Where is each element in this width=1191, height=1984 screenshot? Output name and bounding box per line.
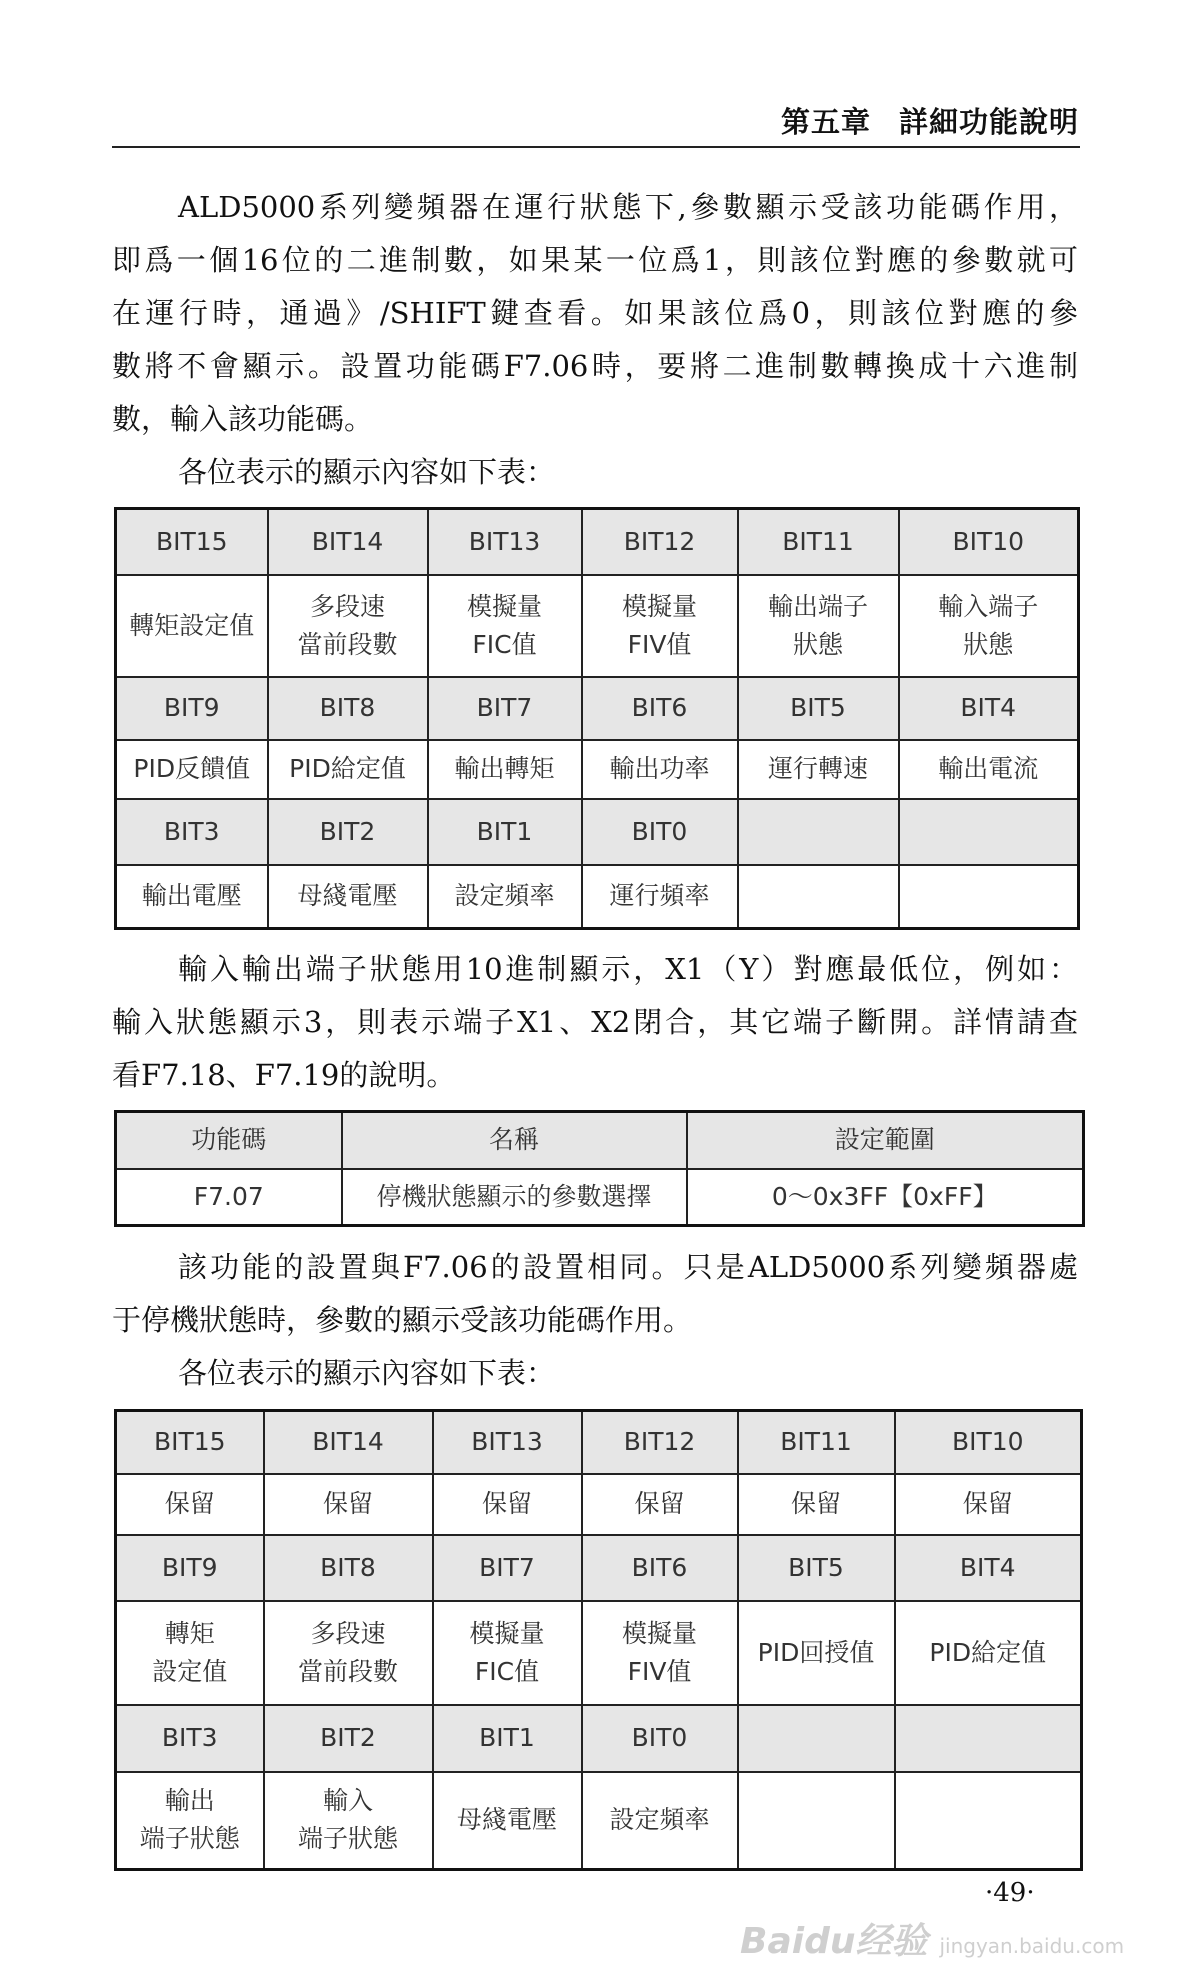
bit-label-cell: BIT3: [116, 799, 268, 865]
table-intro: 各位表示的顯示內容如下表：: [178, 1356, 556, 1390]
bit-content-cell: 保留: [895, 1474, 1082, 1535]
bit-label-cell: BIT8: [264, 1535, 433, 1601]
bit-label-cell: BIT2: [264, 1705, 433, 1772]
bit-table-running: [114, 507, 1080, 930]
chapter-title: 詳細功能說明: [898, 105, 1079, 139]
bit-content-cell: 保留: [433, 1474, 582, 1535]
table-row: [116, 1535, 1082, 1601]
paragraph-3: [112, 1241, 1078, 1400]
bit-label-cell: BIT11: [738, 509, 899, 575]
bit-table-stopped: [114, 1409, 1083, 1871]
param-code: F7.07: [116, 1169, 342, 1226]
table-row: [116, 1601, 1082, 1705]
text-line: 輸入輸出端子狀態用10進制顯示，X1（Y）對應最低位，例如：: [178, 952, 1078, 986]
bit-label-cell: BIT1: [433, 1705, 582, 1772]
bit-content-cell: 模擬量 FIC值: [433, 1601, 582, 1705]
bit-label-cell: BIT7: [433, 1535, 582, 1601]
text-line: 于停機狀態時，參數的顯示受該功能碼作用。: [112, 1303, 693, 1337]
bit-content-cell: [895, 1772, 1082, 1870]
table-row: [116, 677, 1079, 740]
table-row: [116, 1705, 1082, 1772]
bit-content-cell: 保留: [116, 1474, 264, 1535]
table-row: [116, 740, 1079, 799]
bit-label-cell: BIT14: [268, 509, 428, 575]
bit-content-cell: 模擬量 FIV值: [582, 1601, 738, 1705]
bit-content-cell: 保留: [264, 1474, 433, 1535]
table-row: [116, 509, 1079, 575]
header-code: 功能碼: [116, 1112, 342, 1169]
bit-content-cell: 設定頻率: [428, 865, 582, 929]
bit-label-cell: BIT5: [738, 677, 899, 740]
bit-content-cell: 多段速 當前段數: [268, 575, 428, 677]
bit-content-cell: 母綫電壓: [268, 865, 428, 929]
bit-content-cell: 運行轉速: [738, 740, 899, 799]
table-row: [116, 1474, 1082, 1535]
bit-label-cell: BIT6: [582, 1535, 738, 1601]
bit-label-cell: BIT11: [738, 1411, 895, 1474]
bit-label-cell: BIT4: [895, 1535, 1082, 1601]
bit-label-cell: [895, 1705, 1082, 1772]
paragraph-2: [112, 943, 1078, 1102]
bit-content-cell: PID反饋值: [116, 740, 268, 799]
bit-label-cell: BIT12: [582, 1411, 738, 1474]
bit-label-cell: BIT0: [582, 799, 738, 865]
table-intro: 各位表示的顯示內容如下表：: [178, 455, 556, 489]
bit-label-cell: BIT12: [582, 509, 738, 575]
bit-label-cell: BIT13: [433, 1411, 582, 1474]
table-row: [116, 865, 1079, 929]
bit-label-cell: BIT4: [899, 677, 1079, 740]
text-line: 數將不會顯示。設置功能碼F7.06時，要將二進制數轉換成十六進制: [112, 349, 1078, 383]
bit-content-cell: 模擬量 FIV值: [582, 575, 738, 677]
bit-content-cell: 輸出電壓: [116, 865, 268, 929]
bit-content-cell: [899, 865, 1079, 929]
bit-label-cell: BIT0: [582, 1705, 738, 1772]
header-name: 名稱: [342, 1112, 687, 1169]
running-header: [781, 100, 1079, 141]
bit-content-cell: 輸出轉矩: [428, 740, 582, 799]
bit-label-cell: BIT10: [899, 509, 1079, 575]
parameter-table: [114, 1110, 1085, 1227]
bit-content-cell: 運行頻率: [582, 865, 738, 929]
bit-label-cell: BIT7: [428, 677, 582, 740]
bit-content-cell: 保留: [738, 1474, 895, 1535]
table-row: [116, 1772, 1082, 1870]
bit-label-cell: BIT2: [268, 799, 428, 865]
bit-content-cell: 輸出 端子狀態: [116, 1772, 264, 1870]
bit-content-cell: 保留: [582, 1474, 738, 1535]
bit-label-cell: BIT5: [738, 1535, 895, 1601]
text-line: 看F7.18、F7.19的說明。: [112, 1058, 456, 1092]
bit-content-cell: 母綫電壓: [433, 1772, 582, 1870]
baidu-watermark: [740, 1920, 1124, 1970]
bit-content-cell: 模擬量 FIC值: [428, 575, 582, 677]
bit-content-cell: 輸出功率: [582, 740, 738, 799]
bit-label-cell: BIT13: [428, 509, 582, 575]
bit-label-cell: BIT15: [116, 509, 268, 575]
chapter-label: 第五章: [780, 105, 871, 139]
bit-content-cell: 輸出電流: [899, 740, 1079, 799]
text-line: 輸入狀態顯示3，則表示端子X1、X2閉合，其它端子斷開。詳情請查: [112, 1005, 1078, 1039]
bit-label-cell: [738, 1705, 895, 1772]
param-range: 0～0x3FF【0xFF】: [687, 1169, 1084, 1226]
bit-label-cell: BIT1: [428, 799, 582, 865]
header-rule: [112, 146, 1080, 148]
bit-label-cell: BIT8: [268, 677, 428, 740]
text-line: 數，輸入該功能碼。: [112, 402, 374, 436]
table-row: [116, 575, 1079, 677]
bit-content-cell: PID回授值: [738, 1601, 895, 1705]
bit-content-cell: 設定頻率: [582, 1772, 738, 1870]
bit-label-cell: BIT10: [895, 1411, 1082, 1474]
text-line: 即爲一個16位的二進制數，如果某一位爲1，則該位對應的參數就可: [112, 243, 1078, 277]
bit-content-cell: [738, 865, 899, 929]
bit-label-cell: BIT6: [582, 677, 738, 740]
bit-label-cell: BIT15: [116, 1411, 264, 1474]
header-range: 設定範圍: [687, 1112, 1084, 1169]
watermark-logo: Baidu经验: [740, 1921, 928, 1962]
bit-label-cell: BIT9: [116, 677, 268, 740]
bit-content-cell: 輸入 端子狀態: [264, 1772, 433, 1870]
param-name: 停機狀態顯示的參數選擇: [342, 1169, 687, 1226]
bit-content-cell: 輸入端子 狀態: [899, 575, 1079, 677]
bit-content-cell: 轉矩設定值: [116, 575, 268, 677]
watermark-url: jingyan.baidu.com: [939, 1934, 1125, 1958]
bit-label-cell: BIT9: [116, 1535, 264, 1601]
bit-label-cell: [899, 799, 1079, 865]
bit-label-cell: [738, 799, 899, 865]
bit-content-cell: 多段速 當前段數: [264, 1601, 433, 1705]
bit-label-cell: BIT3: [116, 1705, 264, 1772]
text-line: 該功能的設置與F7.06的設置相同。只是ALD5000系列變頻器處: [178, 1250, 1078, 1284]
bit-content-cell: PID給定值: [268, 740, 428, 799]
text-line: ALD5000系列變頻器在運行狀態下,參數顯示受該功能碼作用，: [178, 190, 1078, 224]
bit-content-cell: 輸出端子 狀態: [738, 575, 899, 677]
table-row: [116, 1411, 1082, 1474]
bit-content-cell: PID給定值: [895, 1601, 1082, 1705]
table-row: [116, 799, 1079, 865]
bit-content-cell: 轉矩 設定值: [116, 1601, 264, 1705]
bit-content-cell: [738, 1772, 895, 1870]
paragraph-1: [112, 181, 1078, 499]
bit-label-cell: BIT14: [264, 1411, 433, 1474]
page-number: ·49·: [985, 1878, 1035, 1908]
text-line: 在運行時，通過》/SHIFT鍵查看。如果該位爲0，則該位對應的參: [112, 296, 1078, 330]
